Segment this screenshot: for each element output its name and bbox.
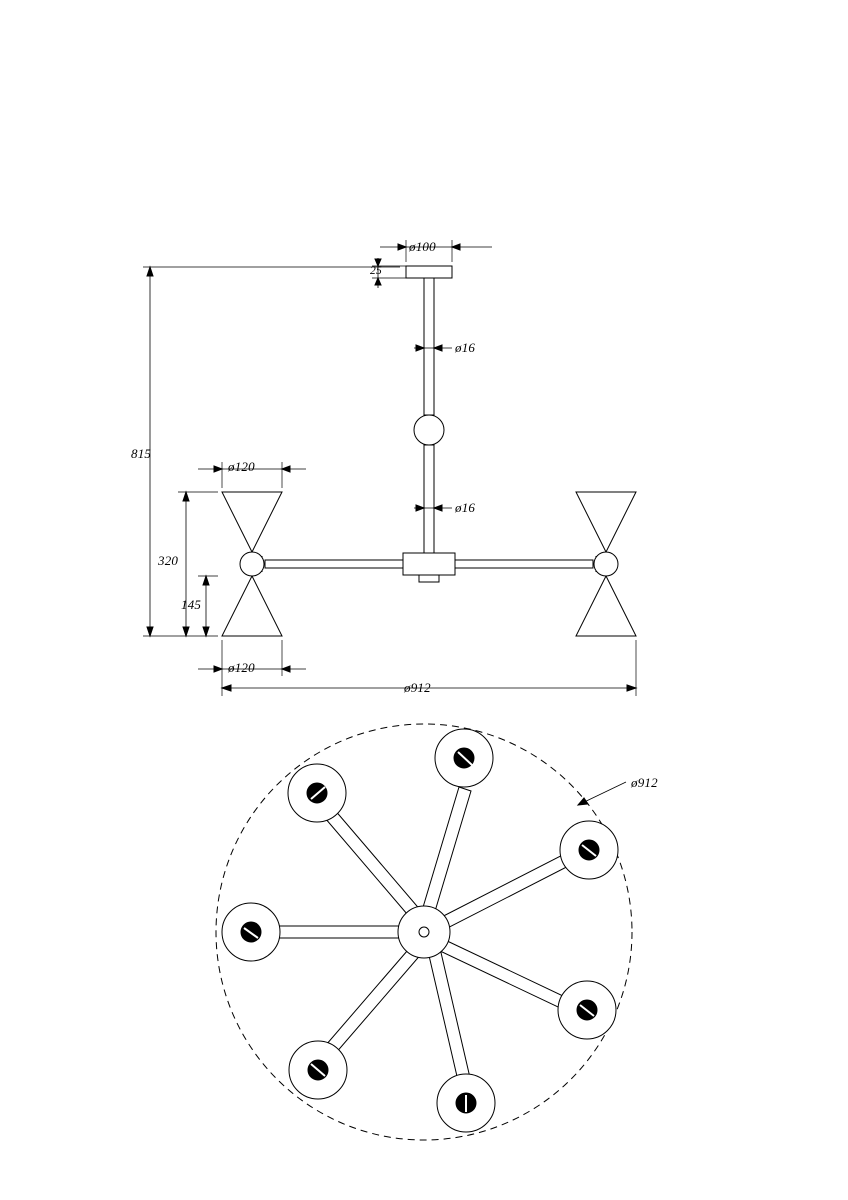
plan-center-point [419, 927, 429, 937]
label-plan-diameter: ø912 [631, 775, 658, 790]
dim-upper-rod-diameter [414, 345, 452, 351]
right-arm [455, 560, 593, 568]
center-hub [403, 553, 455, 575]
lamp-head [222, 903, 280, 961]
label-shade-upper-diameter: ø120 [228, 459, 255, 474]
label-overall-height: 815 [131, 446, 152, 461]
dim-plan-diameter-leader [578, 782, 626, 805]
label-overall-width: ø912 [404, 680, 431, 695]
left-arm [265, 560, 403, 568]
ceiling-canopy [406, 266, 452, 278]
label-shade-lower-diameter: ø120 [228, 660, 255, 675]
label-canopy-diameter: ø100 [409, 239, 436, 254]
top-plan-view [216, 724, 632, 1140]
lamp-head [558, 981, 616, 1039]
lower-rod [424, 445, 434, 553]
dim-lower-rod-diameter [414, 505, 452, 511]
front-elevation-view [143, 240, 636, 696]
lamp-head [560, 821, 618, 879]
upper-rod [424, 278, 434, 415]
lamp-head [289, 1041, 347, 1099]
dim-canopy-diameter [380, 240, 492, 262]
sphere-joint [414, 415, 444, 445]
label-upper-rod-diameter: ø16 [455, 340, 476, 355]
label-shade-total-height: 320 [158, 553, 179, 568]
dim-shade-total-height [178, 492, 218, 636]
label-lower-rod-diameter: ø16 [455, 500, 476, 515]
label-shade-lower-height: 145 [181, 597, 202, 612]
lamp-head [437, 1074, 495, 1132]
center-hub-base [419, 575, 439, 582]
lamp-head [435, 729, 493, 787]
lamp-head [288, 764, 346, 822]
dim-overall-height [143, 267, 400, 636]
label-canopy-height: 25 [370, 265, 382, 277]
